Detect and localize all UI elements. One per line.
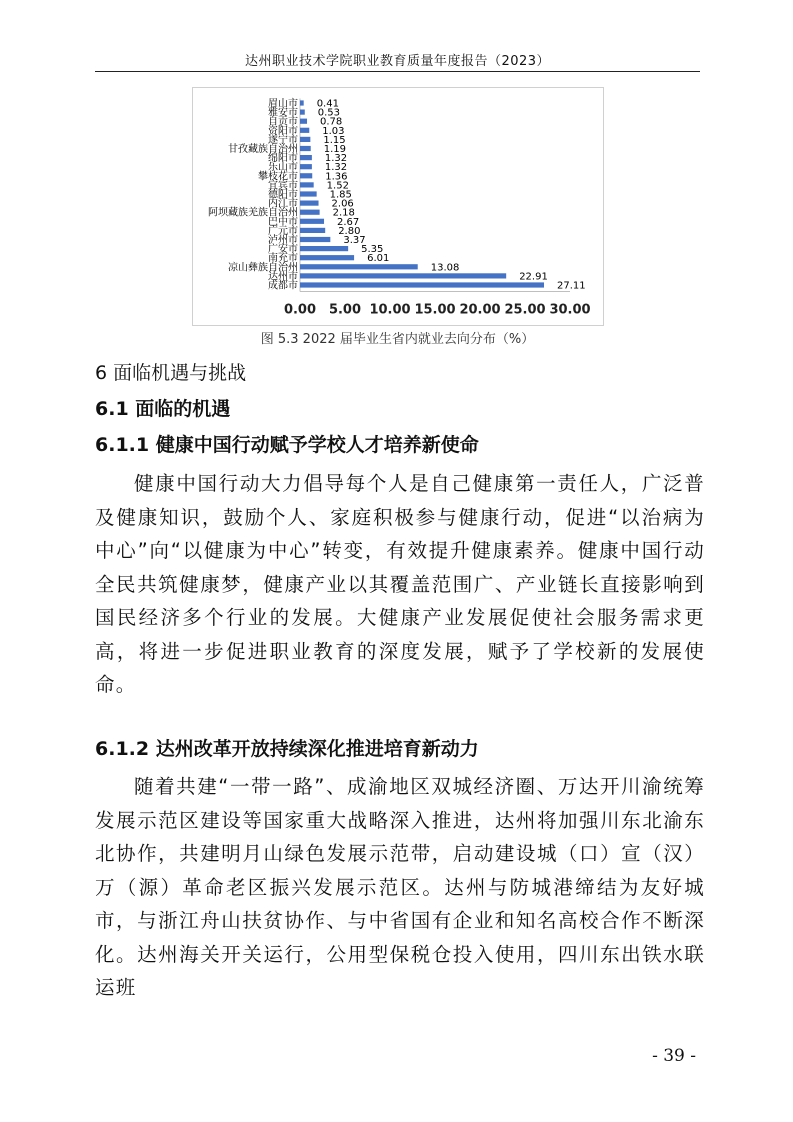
category-label: 资阳市 xyxy=(268,125,298,137)
category-label: 泸州市 xyxy=(268,235,298,246)
bar-18 xyxy=(300,264,418,269)
value-label: 1.19 xyxy=(323,144,346,155)
value-label: 0.53 xyxy=(317,107,341,119)
bar-16 xyxy=(300,246,348,251)
x-tick-label: 10.00 xyxy=(369,302,411,318)
category-label: 雅安市 xyxy=(268,107,298,119)
bar-8 xyxy=(300,173,312,178)
x-tick-label: 25.00 xyxy=(504,302,546,318)
category-label: 广安市 xyxy=(268,244,298,256)
bar-19 xyxy=(300,273,506,278)
value-label: 0.41 xyxy=(316,98,339,110)
bar-chart xyxy=(192,87,604,326)
category-label: 遂宁市 xyxy=(268,134,298,146)
bar-2 xyxy=(300,119,307,124)
section-heading-6: 6 面临机遇与挑战 xyxy=(95,362,247,384)
bar-3 xyxy=(300,128,309,133)
category-label: 南充市 xyxy=(268,253,298,265)
category-label: 德阳市 xyxy=(268,189,298,201)
x-tick-label: 15.00 xyxy=(414,302,456,318)
value-label: 1.36 xyxy=(325,171,348,183)
value-label: 1.32 xyxy=(324,162,348,174)
value-label: 1.85 xyxy=(329,189,352,201)
category-label: 乐山市 xyxy=(268,162,298,174)
category-label: 广元市 xyxy=(268,225,298,237)
category-label: 宜宾市 xyxy=(268,180,298,192)
value-label: 3.37 xyxy=(343,235,366,246)
bar-4 xyxy=(300,137,310,142)
bar-1 xyxy=(300,110,305,115)
category-label: 达州市 xyxy=(268,271,298,283)
value-label: 2.06 xyxy=(331,198,354,210)
value-label: 6.01 xyxy=(367,253,390,265)
bar-0 xyxy=(300,100,304,105)
section-heading-6-1-2: 6.1.2 达州改革开放持续深化推进培育新动力 xyxy=(95,738,479,760)
category-label: 成都市 xyxy=(268,280,298,292)
bar-7 xyxy=(300,164,312,169)
x-tick-label: 20.00 xyxy=(459,302,501,318)
category-label: 凉山彝族自治州 xyxy=(228,262,298,274)
bar-12 xyxy=(300,210,320,215)
paragraph-health-china: 健康中国行动大力倡导每个人是自己健康第一责任人，广泛普及健康知识，鼓励个人、家庭积极参与健康行动，促进“以治病为中心”向“以健康为中心”转变，有效提升健康素养。健康中国行动全民共筑健康梦，健康产业以其覆盖范围广、产业链长直接影响到国民经济多个行业的发展。大健康产业发展促使社会服务需求更高，将进一步促进职业教育的深度发展，赋予了学校新的发展使命。 xyxy=(95,472,705,696)
bar-9 xyxy=(300,182,314,187)
category-label: 眉山市 xyxy=(268,98,298,110)
header-title: 达州职业技术学院职业教育质量年度报告（2023） xyxy=(244,54,551,69)
category-label: 巴中市 xyxy=(268,216,298,228)
category-label: 甘孜藏族自治州 xyxy=(228,144,298,155)
value-label: 5.35 xyxy=(361,244,384,256)
value-label: 2.67 xyxy=(337,216,360,228)
value-label: 1.52 xyxy=(326,180,349,192)
paragraph-dazhou-reform: 随着共建“一带一路”、成渝地区双城经济圈、万达开川渝统筹发展示范区建设等国家重大战略深入推进，达州将加强川东北渝东北协作，共建明月山绿色发展示范带，启动建设城（口）宣（汉）万（源）革命老区振兴发展示范区。达州与防城港缔结为友好城市，与浙江舟山扶贫协作、与中省国有企业和知名高校合作不断深化。达州海关开关运行，公用型保税仓投入使用，四川东出铁水联运班 xyxy=(95,775,705,999)
bar-5 xyxy=(300,146,311,151)
bar-10 xyxy=(300,191,317,196)
category-label: 绵阳市 xyxy=(268,153,298,165)
value-label: 1.32 xyxy=(324,153,348,165)
bar-13 xyxy=(300,219,324,224)
bar-6 xyxy=(300,155,312,160)
value-label: 22.91 xyxy=(519,271,548,283)
bar-11 xyxy=(300,201,319,206)
category-label: 阿坝藏族羌族自治州 xyxy=(208,207,298,219)
bar-20 xyxy=(300,282,544,287)
bar-17 xyxy=(300,255,354,260)
value-label: 13.08 xyxy=(430,262,460,274)
header-rule xyxy=(95,71,700,72)
value-label: 2.18 xyxy=(332,207,355,219)
value-label: 0.78 xyxy=(320,116,343,128)
section-heading-6-1: 6.1 面临的机遇 xyxy=(95,398,231,420)
value-label: 1.03 xyxy=(322,125,345,137)
page-number: - 39 - xyxy=(652,1046,696,1066)
category-label: 自贡市 xyxy=(268,116,298,128)
x-tick-label: 30.00 xyxy=(549,302,591,318)
value-label: 2.80 xyxy=(338,225,361,237)
category-label: 内江市 xyxy=(268,198,298,210)
value-label: 1.15 xyxy=(323,134,346,146)
x-tick-label: 5.00 xyxy=(328,302,362,318)
category-label: 攀枝花市 xyxy=(258,171,298,183)
value-label: 27.11 xyxy=(556,280,586,292)
figure-caption: 图 5.3 2022 届毕业生省内就业去向分布（%） xyxy=(260,332,535,347)
x-tick-label: 0.00 xyxy=(283,302,317,318)
section-heading-6-1-1: 6.1.1 健康中国行动赋予学校人才培养新使命 xyxy=(95,434,479,456)
bar-15 xyxy=(300,237,330,242)
chart-canvas xyxy=(193,88,603,325)
bar-14 xyxy=(300,228,325,233)
